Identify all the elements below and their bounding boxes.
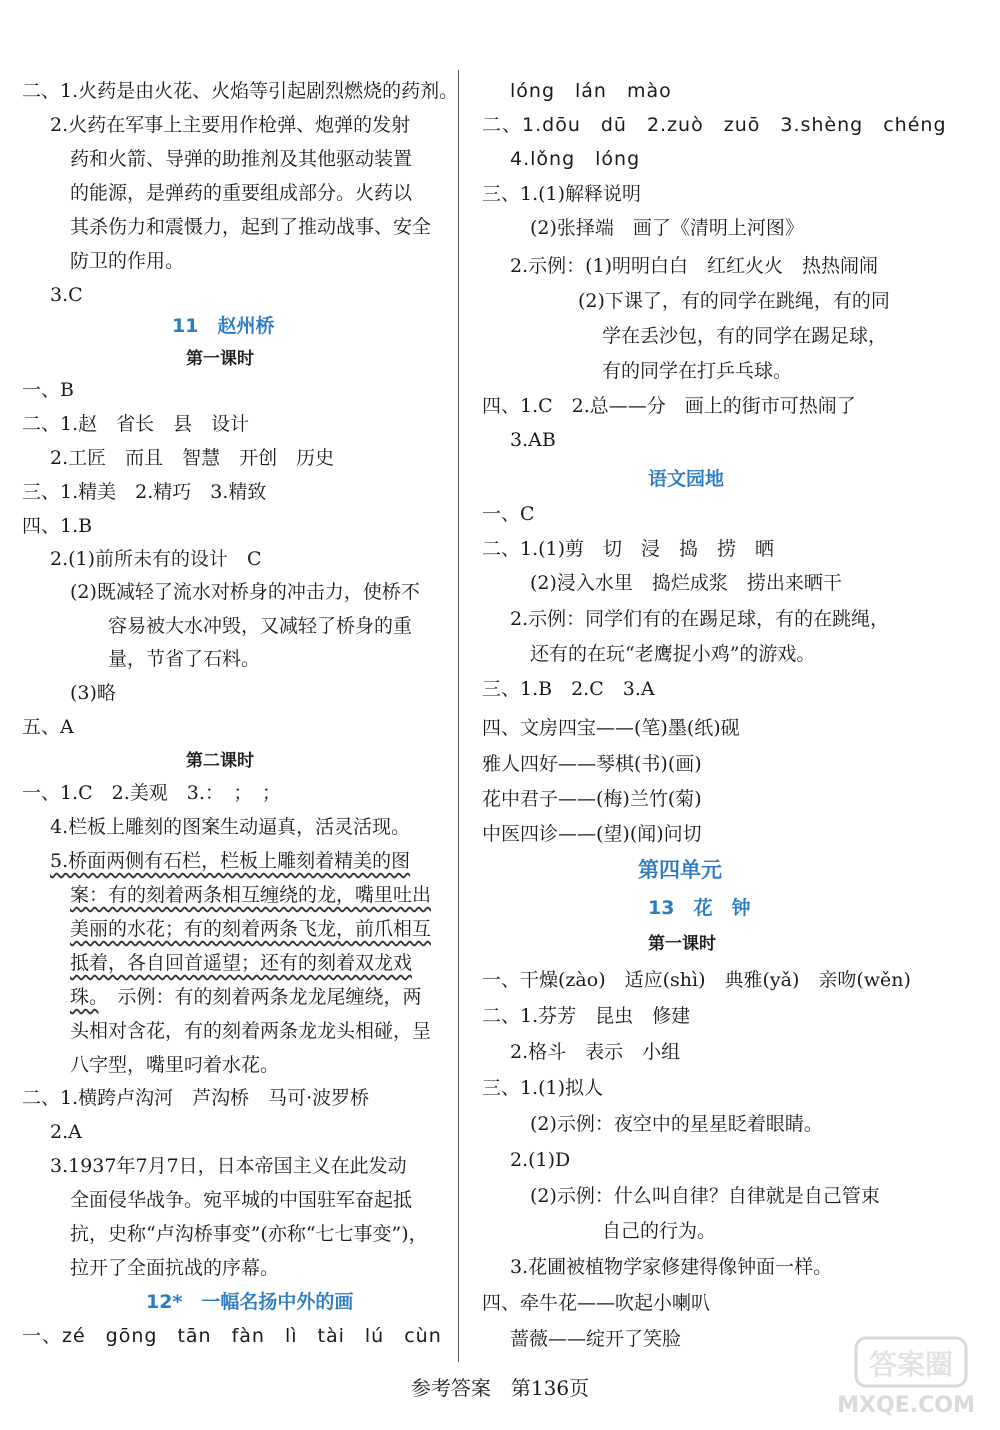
text-line: 4.栏板上雕刻的图案生动逼真，活灵活现。 — [50, 816, 411, 838]
text-line: 八字型，嘴里叼着水花。 — [70, 1054, 280, 1076]
text-line: 2.工匠 而且 智慧 开创 历史 — [50, 447, 335, 469]
text-line: 二、1.芬芳 昆虫 修建 — [482, 1005, 691, 1027]
text-line: 自己的行为。 — [602, 1220, 717, 1242]
text-line: (3)略 — [70, 682, 116, 704]
text-line: 还有的在玩“老鹰捉小鸡”的游戏。 — [530, 643, 816, 665]
text-line: 2.(1)前所未有的设计 C — [50, 548, 262, 570]
pinyin-line: 4.lǒng lóng — [510, 148, 641, 170]
text-line: 3.AB — [510, 429, 556, 451]
text-line: (2)示例：什么叫自律？自律就是自己管束 — [530, 1185, 880, 1207]
text-line: 四、1.B — [22, 515, 93, 537]
text-line: (2)下课了，有的同学在跳绳，有的同 — [578, 290, 890, 312]
text-line: 2.格斗 表示 小组 — [510, 1041, 681, 1063]
text-line: 一、1.C 2.美观 3.： ； ； — [22, 782, 281, 804]
section-heading: 第一课时 — [648, 934, 716, 954]
text-line: 雅人四好——琴棋(书)(画) — [482, 753, 702, 775]
text-line: 花中君子——(梅)兰竹(菊) — [482, 788, 702, 810]
pinyin-line: lóng lán mào — [510, 80, 672, 102]
svg-text:MXQE.COM: MXQE.COM — [837, 1393, 975, 1418]
text-line: 2.(1)D — [510, 1149, 571, 1171]
section-heading: 第二课时 — [186, 751, 254, 771]
text-line — [70, 983, 422, 1011]
lesson-title: 12* 一幅名扬中外的画 — [146, 1291, 354, 1313]
text-line: 药和火箭、导弹的助推剂及其他驱动装置 — [70, 148, 413, 170]
text-line: 一、C — [482, 503, 535, 525]
text-line: 中医四诊——(望)(闻)问切 — [482, 823, 702, 845]
text-line: 2.A — [50, 1121, 82, 1143]
text-line: 四、文房四宝——(笔)墨(纸)砚 — [482, 717, 740, 739]
text-line: 3.花圃被植物学家修建得像钟面一样。 — [510, 1256, 833, 1278]
text-line: 三、1.(1)解释说明 — [482, 183, 642, 205]
text-line: (2)张择端 画了《清明上河图》 — [530, 217, 804, 239]
lesson-title: 13 花 钟 — [648, 897, 751, 919]
text-line: 其杀伤力和震慑力，起到了推动战事、安全 — [70, 216, 432, 238]
text-line: 容易被大水冲毁，又减轻了桥身的重 — [108, 615, 413, 637]
text-line: 全面侵华战争。宛平城的中国驻军奋起抵 — [70, 1189, 413, 1211]
text-line: 量，节省了石料。 — [108, 648, 261, 670]
unit-title: 第四单元 — [638, 858, 722, 882]
text-line: 3.1937年7月7日，日本帝国主义在此发动 — [50, 1155, 407, 1177]
underlined-line: 案：有的刻着两条相互缠绕的龙，嘴里吐出 — [70, 884, 432, 906]
text-line: 有的同学在打乒乓球。 — [602, 360, 793, 382]
svg-text:答案圈: 答案圈 — [868, 1348, 954, 1381]
lesson-title: 11 赵州桥 — [172, 315, 275, 337]
text-line: 二、1.(1)剪 切 浸 捣 捞 晒 — [482, 538, 775, 560]
text-line: 头相对含花，有的刻着两条龙龙头相碰，呈 — [70, 1020, 432, 1042]
text-line: 一、B — [22, 379, 74, 401]
text-line: 三、1.(1)拟人 — [482, 1077, 604, 1099]
text-line: 2.火药在军事上主要用作枪弹、炮弹的发射 — [50, 114, 411, 136]
text-line: 三、1.B 2.C 3.A — [482, 678, 655, 700]
column-divider — [458, 70, 459, 1362]
text-line: 二、1.横跨卢沟河 芦沟桥 马可·波罗桥 — [22, 1087, 370, 1109]
text-line: 抗，史称“卢沟桥事变”(亦称“七七事变”)， — [70, 1223, 428, 1245]
text-line: 蔷薇——绽开了笑脸 — [510, 1328, 682, 1350]
text-line: 学在丢沙包，有的同学在踢足球， — [602, 325, 888, 347]
pinyin-line: 一、zé gōng tān fàn lì tài lú cùn — [22, 1325, 442, 1347]
text-line: 一、干燥(zào) 适应(shì) 典雅(yǎ) 亲吻(wěn) — [482, 969, 911, 991]
text-line: (2)既减轻了流水对桥身的冲击力，使桥不 — [70, 581, 420, 603]
text-line: 五、A — [22, 716, 74, 738]
text-line: 四、1.C 2.总——分 画上的街市可热闹了 — [482, 395, 856, 417]
text-line: 2.示例：(1)明明白白 红红火火 热热闹闹 — [510, 255, 879, 277]
section-heading: 第一课时 — [186, 349, 254, 369]
pinyin-line: 二、1.dōu dū 2.zuò zuō 3.shèng chéng — [482, 114, 947, 136]
text-line: 二、1.火药是由火花、火焰等引起剧烈燃烧的药剂。 — [22, 80, 459, 102]
text-line: 四、牵牛花——吹起小喇叭 — [482, 1292, 711, 1314]
underlined-fragment: 珠。 — [70, 986, 99, 1008]
text-line: 拉开了全面抗战的序幕。 — [70, 1257, 280, 1279]
underlined-line: 美丽的水花；有的刻着两条飞龙，前爪相互 — [70, 918, 432, 940]
text-line: (2)浸入水里 捣烂成浆 捞出来晒干 — [530, 572, 842, 594]
text-line: 2.示例：同学们有的在踢足球，有的在跳绳， — [510, 608, 890, 630]
text-line: 二、1.赵 省长 县 设计 — [22, 413, 250, 435]
watermark-logo — [826, 1336, 986, 1422]
underlined-line: 5.桥面两侧有石栏，栏板上雕刻着精美的图 — [50, 850, 411, 872]
text-line: 的能源，是弹药的重要组成部分。火药以 — [70, 182, 413, 204]
section-title: 语文园地 — [648, 468, 725, 490]
page-footer: 参考答案 第136页 — [410, 1376, 590, 1400]
text-line: (2)示例：夜空中的星星眨着眼睛。 — [530, 1113, 823, 1135]
text-line: 防卫的作用。 — [70, 250, 185, 272]
underlined-line: 抵着，各自回首遥望；还有的刻着双龙戏 — [70, 952, 413, 974]
text-fragment: 示例：有的刻着两条龙龙尾缠绕，两 — [98, 986, 422, 1008]
text-line: 3.C — [50, 284, 83, 306]
text-line: 三、1.精美 2.精巧 3.精致 — [22, 481, 267, 503]
